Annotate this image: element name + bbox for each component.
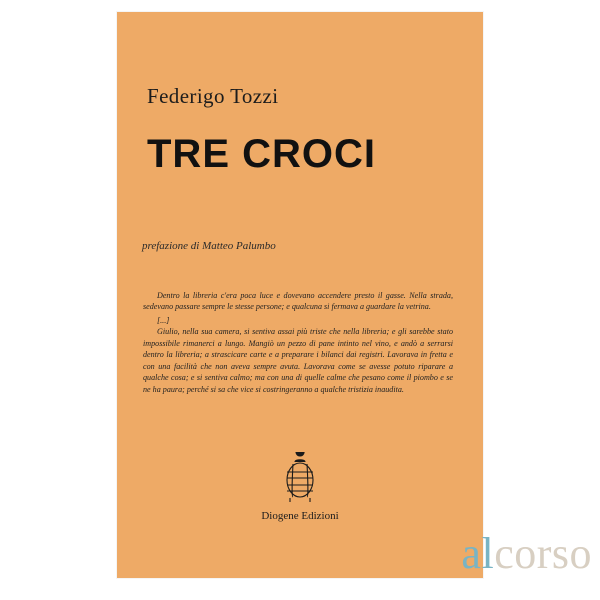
watermark-part-al: al [461, 529, 495, 578]
blurb-ellipsis: [...] [157, 315, 170, 325]
blurb-paragraph: Dentro la libreria c'era poca luce e dovevano accendere presto il gasse. Nella strada, sedevano passare sempre le stesse persone; e qualcuna si fermava a guardare la vetrina. [143, 291, 453, 312]
diogene-barrel-logo-icon [277, 452, 323, 504]
site-watermark [461, 529, 592, 578]
book-cover [117, 12, 483, 578]
publisher-name: Diogene Edizioni [261, 510, 339, 522]
preface-prefix: prefazione di [142, 240, 200, 252]
preface-author: Matteo Palumbo [202, 240, 276, 252]
preface-credit [142, 240, 276, 252]
cover-blurb [143, 290, 453, 397]
book-title: TRE CROCI [147, 132, 376, 176]
blurb-paragraph: Giulio, nella sua camera, si sentiva assai più triste che nella libreria; e gli sarebbe stato impossibile rimanerci a lungo. Mangiò un pezzo di pane intinto nel vino, e andò a serrarsi dentro la libreria; a strascicare carte e a preparare i bilanci dai registri. Lavorava in fretta e con una facilità che non aveva sempre avuta. Lavorava come se avesse potuto riparare a qualche cosa; e si sentiva calmo; ma con una di quelle calme che pesano come il piombo e se ne ha paura; perché si sa che vice si costringeranno a qualche tristizia inaudita. [143, 327, 453, 394]
book-author: Federigo Tozzi [147, 84, 279, 108]
watermark-part-corso: corso [494, 529, 592, 578]
